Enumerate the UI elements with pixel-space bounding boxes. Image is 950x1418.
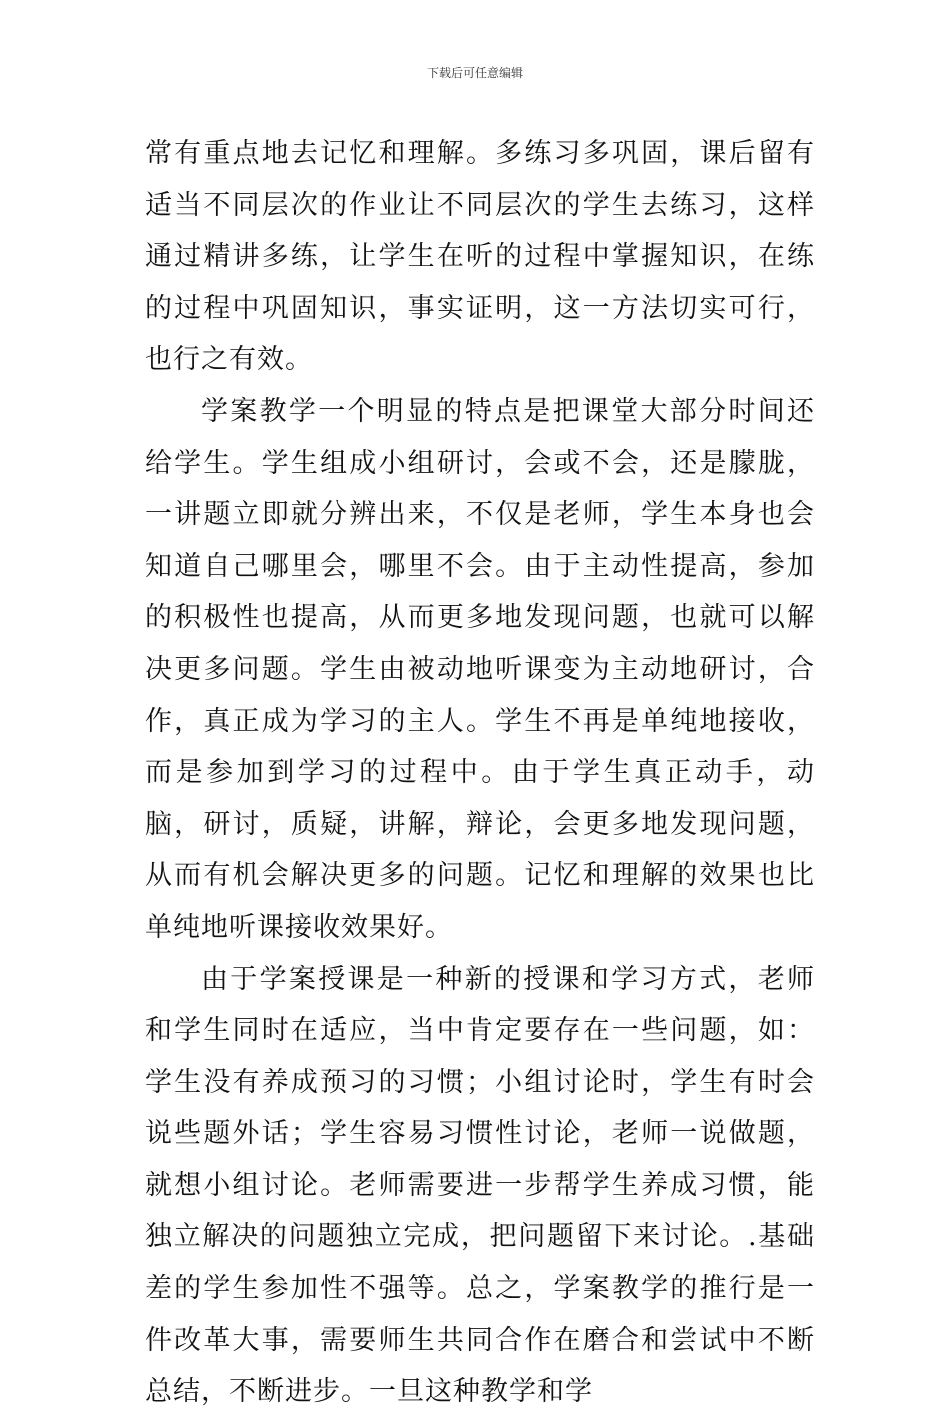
paragraph-2: 学案教学一个明显的特点是把课堂大部分时间还给学生。学生组成小组研讨，会或不会，还是朦胧，一讲题立即就分辨出来，不仅是老师，学生本身也会知道自己哪里会，哪里不会。由于主动性提高，参加的积极性也提高，从而更多地发现问题，也就可以解决更多问题。学生由被动地听课变为主动地研讨，合作，真正成为学习的主人。学生不再是单纯地接收，而是参加到学习的过程中。由于学生真正动手，动脑，研讨，质疑，讲解，辩论，会更多地发现问题，从而有机会解决更多的问题。记忆和理解的效果也比单纯地听课接收效果好。 [145,395,815,943]
paragraph-1: 常有重点地去记忆和理解。多练习多巩固，课后留有适当不同层次的作业让不同层次的学生去练习，这样通过精讲多练，让学生在听的过程中掌握知识，在练的过程中巩固知识，事实证明，这一方法切实可行，也行之有效。 [145,138,815,376]
paragraph-3: 由于学案授课是一种新的授课和学习方式，老师和学生同时在适应，当中肯定要存在一些问题，如：学生没有养成预习的习惯；小组讨论时，学生有时会说些题外话；学生容易习惯性讨论，老师一说做题，就想小组讨论。老师需要进一步帮学生养成习惯，能独立解决的问题独立完成，把问题留下来讨论。.基础差的学生参加性不强等。总之，学案教学的推行是一件改革大事，需要师生共同合作在磨合和尝试中不断总结，不断进步。一旦这种教学和学 [145,963,815,1408]
page-header: 下载后可任意编辑 [426,66,523,80]
body-text [145,128,815,1418]
